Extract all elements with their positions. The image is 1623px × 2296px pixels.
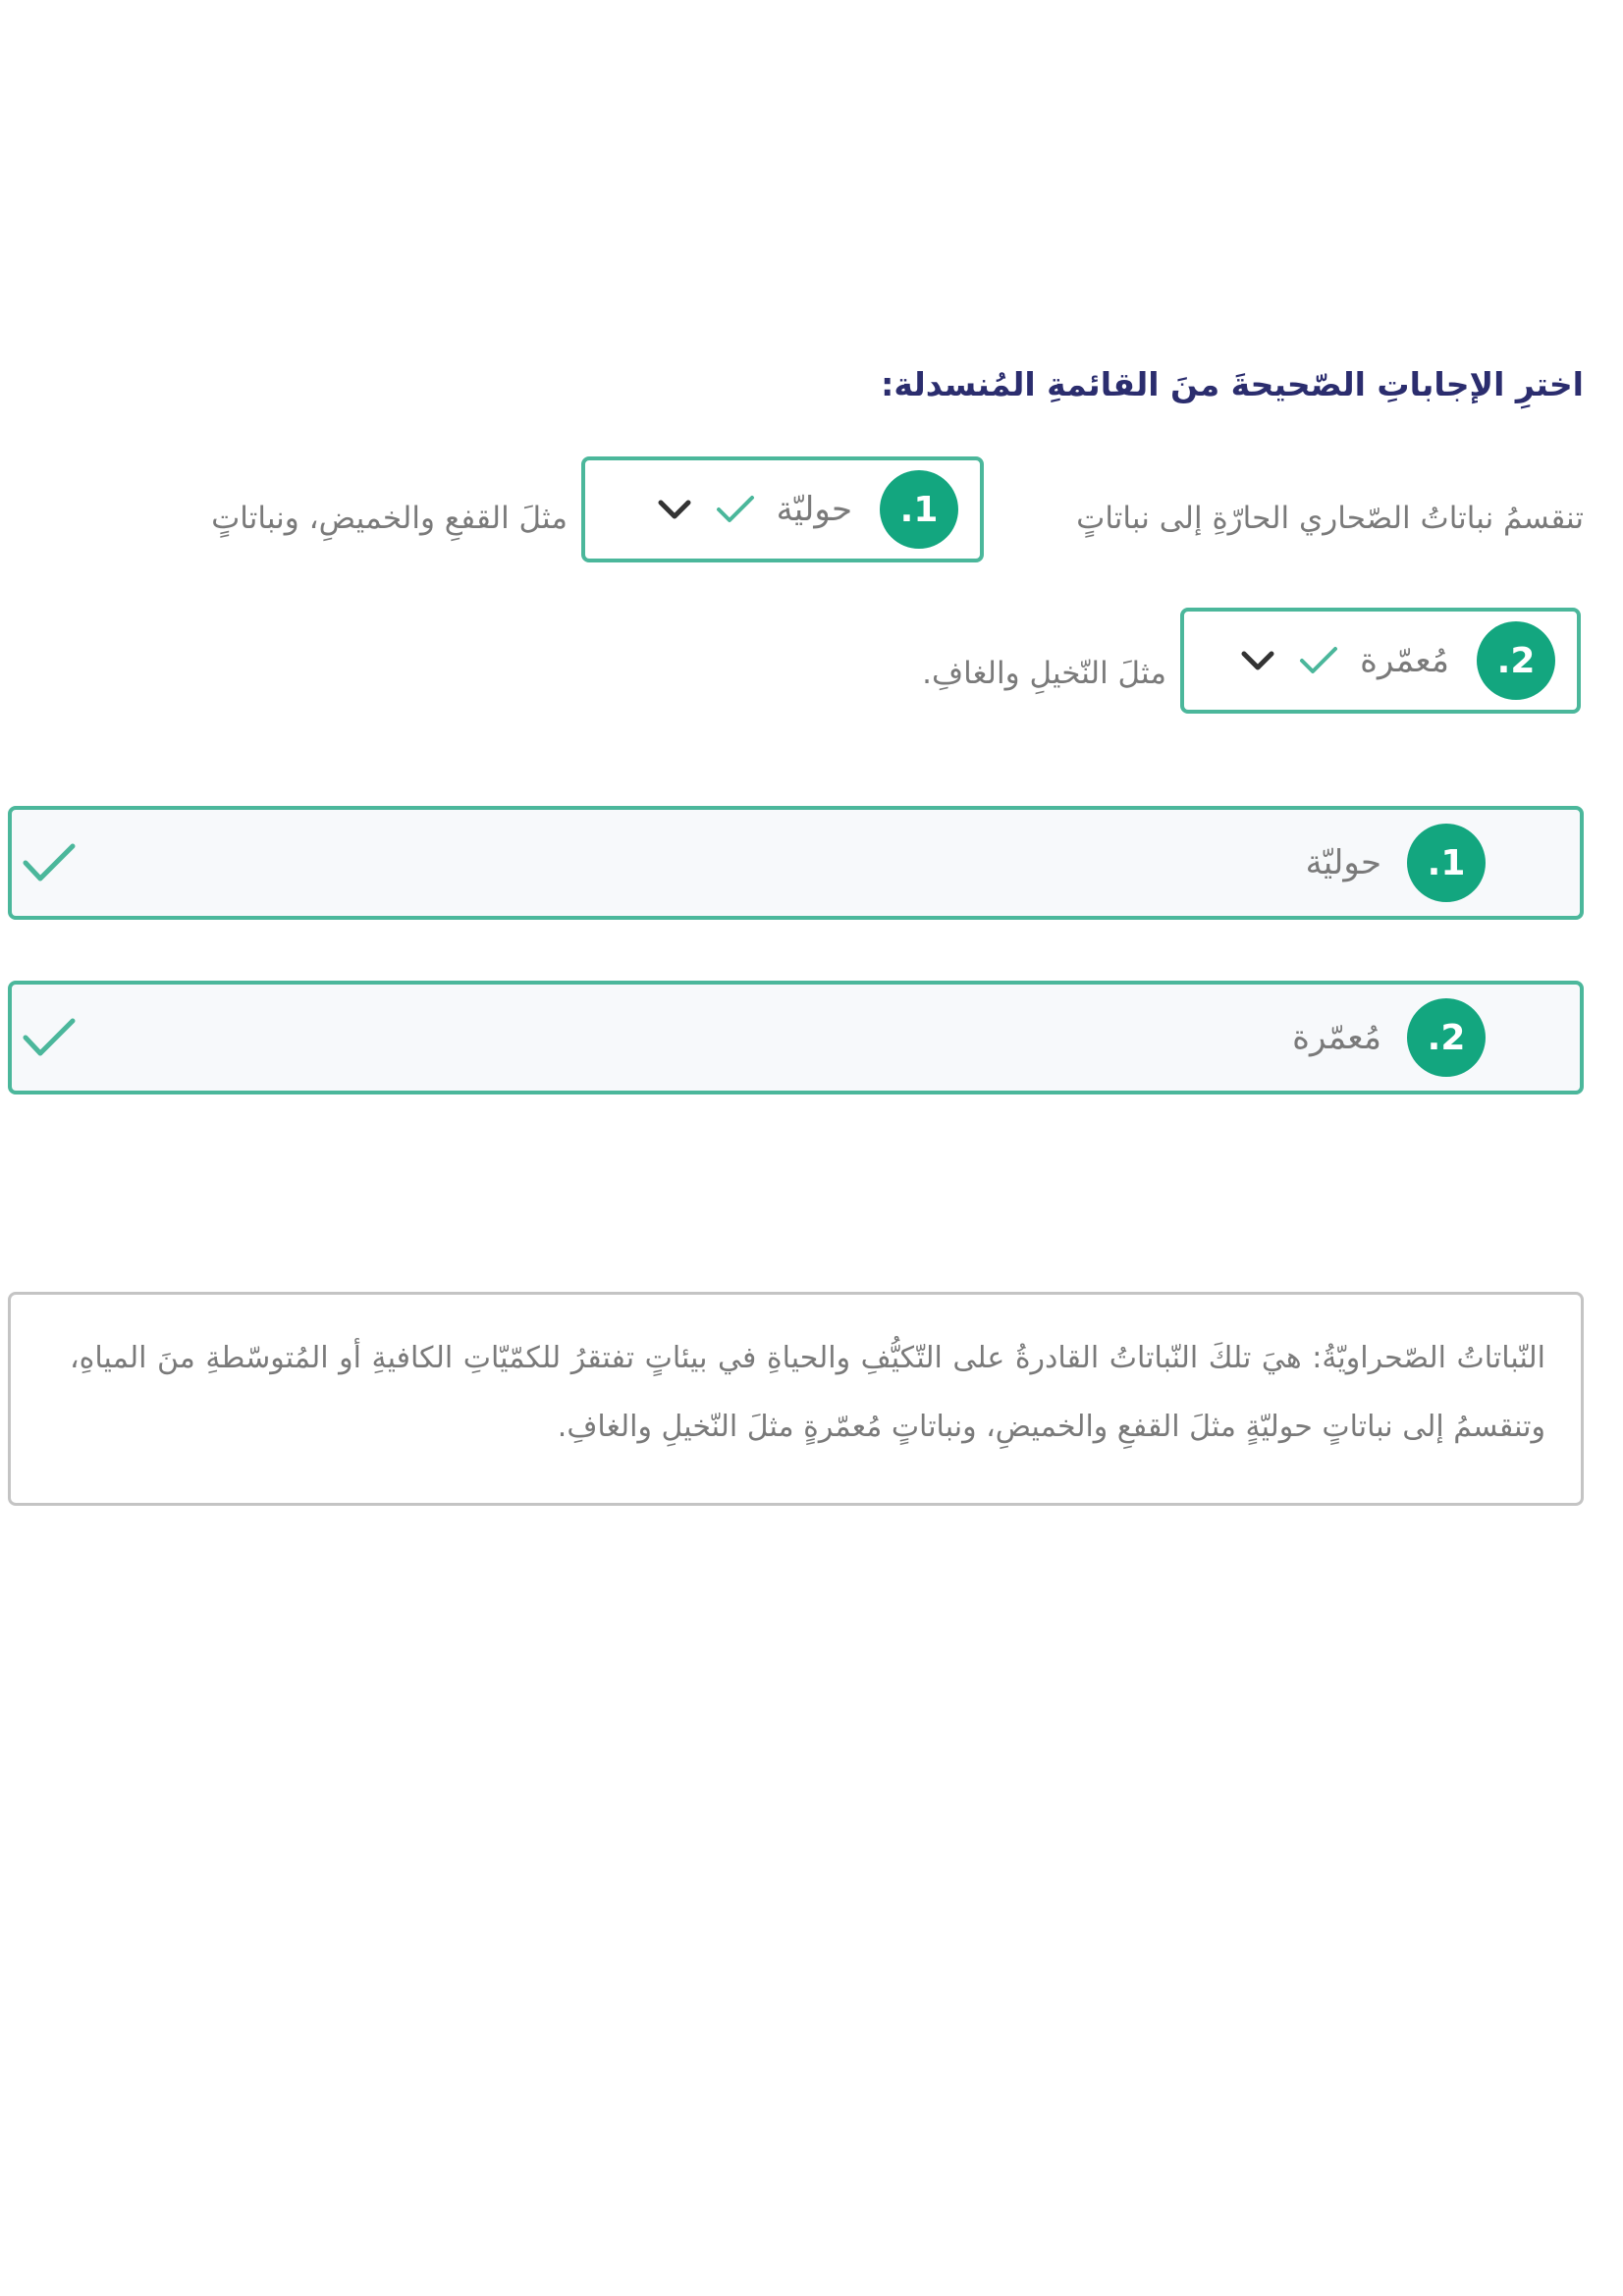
answer-1-number-badge: 1.: [1407, 824, 1486, 902]
dropdown-2-selected-value: مُعمّرة: [1360, 641, 1449, 680]
check-icon: [716, 494, 755, 525]
answer-2-text: مُعمّرة: [1292, 1018, 1381, 1057]
chevron-down-icon[interactable]: [657, 498, 692, 521]
dropdown-1-selected-value: حوليّة: [776, 490, 852, 529]
explanation-box: [8, 1292, 1584, 1506]
dropdown-2-number-badge: 2.: [1477, 621, 1555, 700]
dropdown-2[interactable]: [1180, 608, 1581, 714]
explanation-text: النّباتاتُ الصّحراويّةُ: هيَ تلكَ النّباتاتُ القادرةُ على التّكيُّفِ والحياةِ في بيئاتٍ تفتقرُ للكمّيّاتِ الكافيةِ أو المُتوسّطةِ منَ المياهِ، وتنقسمُ إلى نباتاتٍ حوليّةٍ مثلَ القفعِ والخميضِ، ونباتاتٍ مُعمّرةٍ مثلَ النّخيلِ والغافِ.: [70, 1341, 1545, 1444]
check-icon: [1299, 645, 1338, 676]
answer-row-2: [8, 981, 1584, 1095]
check-icon: [22, 841, 77, 884]
dropdown-1-number-badge: 1.: [880, 470, 958, 549]
sentence-part-2: مثلَ القفعِ والخميضِ، ونباتاتٍ: [211, 501, 568, 536]
sentence-part-3: مثلَ النّخيلِ والغافِ.: [922, 656, 1166, 691]
answer-1-text: حوليّة: [1305, 843, 1381, 882]
chevron-down-icon[interactable]: [1240, 649, 1275, 672]
check-icon: [22, 1016, 77, 1059]
answer-2-number-badge: 2.: [1407, 998, 1486, 1077]
dropdown-1[interactable]: [581, 456, 984, 562]
sentence-part-1: تنقسمُ نباتاتُ الصّحاري الحارّةِ إلى نباتاتٍ: [1076, 501, 1584, 536]
instruction-title: اخترِ الإجاباتِ الصّحيحةَ منَ القائمةِ المُنسدلة:: [881, 365, 1584, 403]
answer-row-1: [8, 806, 1584, 920]
